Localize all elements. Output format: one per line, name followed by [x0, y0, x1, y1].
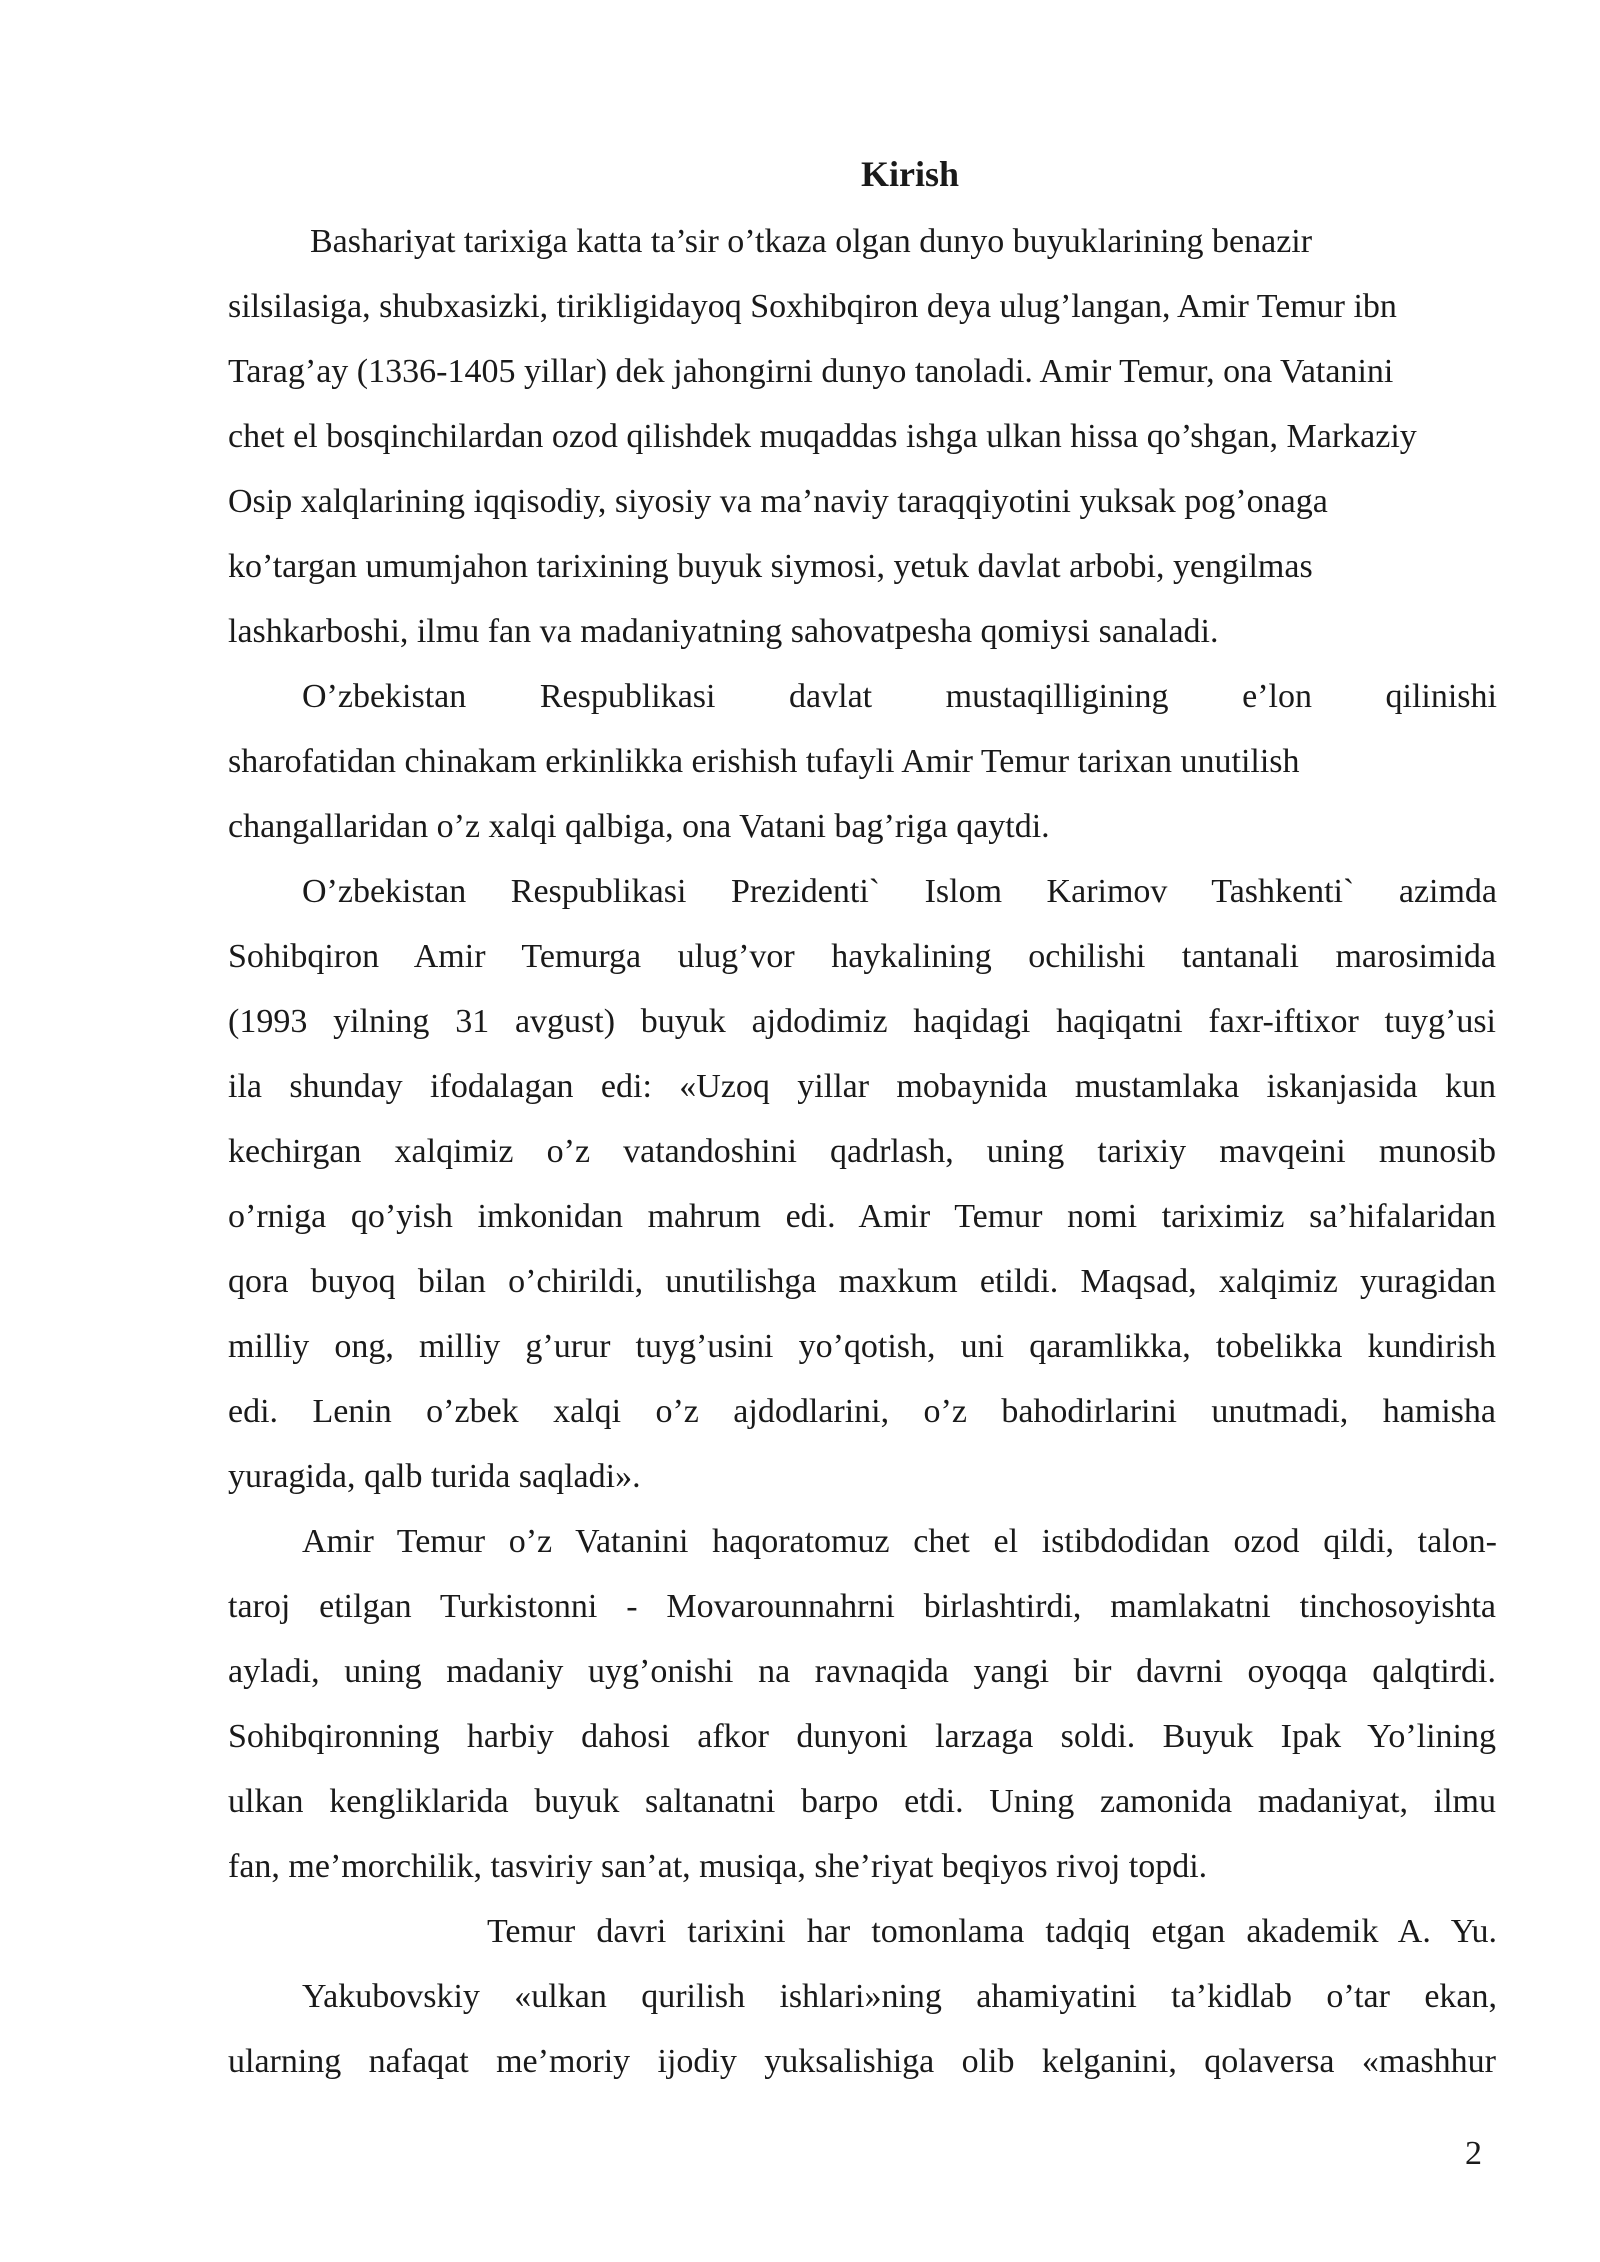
text-line: ulkan kengliklarida buyuk saltanatni barpo etdi. Uning zamonida madaniyat, ilmu [228, 1783, 1496, 1820]
text-line: sharofatidan chinakam erkinlikka erishish tufayli Amir Temur tarixan unutilish [228, 743, 1300, 780]
text-line: Amir Temur o’z Vatanini haqoratomuz chet el istibdodidan ozod qildi, talon- [302, 1523, 1497, 1560]
text-line: Sohibqiron Amir Temurga ulug’vor haykalining ochilishi tantanali marosimida [228, 938, 1496, 975]
text-line: (1993 yilning 31 avgust) buyuk ajdodimiz haqidagi haqiqatni faxr-iftixor tuyg’usi [228, 1003, 1496, 1040]
text-line: o’rniga qo’yish imkonidan mahrum edi. Amir Temur nomi tariximiz sa’hifalaridan [228, 1198, 1496, 1235]
text-line: Sohibqironning harbiy dahosi afkor dunyoni larzaga soldi. Buyuk Ipak Yo’lining [228, 1718, 1496, 1755]
text-line: kechirgan xalqimiz o’z vatandoshini qadrlash, uning tarixiy mavqeini munosib [228, 1133, 1496, 1170]
text-line: fan, me’morchilik, tasviriy san’at, musiqa, she’riyat beqiyos rivoj topdi. [228, 1848, 1208, 1885]
text-line: Tarag’ay (1336-1405 yillar) dek jahongirni dunyo tanoladi. Amir Temur, ona Vatanini [228, 353, 1394, 390]
text-line: ayladi, uning madaniy uyg’onishi na ravnaqida yangi bir davrni oyoqqa qalqtirdi. [228, 1653, 1496, 1690]
text-line: taroj etilgan Turkistonni - Movarounnahrni birlashtirdi, mamlakatni tinchosoyishta [228, 1588, 1496, 1625]
text-line: ko’targan umumjahon tarixining buyuk siymosi, yetuk davlat arbobi, yengilmas [228, 548, 1313, 585]
text-line: ila shunday ifodalagan edi: «Uzoq yillar mobaynida mustamlaka iskanjasida kun [228, 1068, 1496, 1105]
text-line: changallaridan o’z xalqi qalbiga, ona Vatani bag’riga qaytdi. [228, 808, 1050, 845]
page-title: Kirish [860, 154, 959, 194]
page-number: 2 [1465, 2135, 1482, 2172]
text-line: Osip xalqlarining iqqisodiy, siyosiy va ma’naviy taraqqiyotini yuksak pog’onaga [228, 483, 1328, 520]
text-line: Bashariyat tarixiga katta ta’sir o’tkaza olgan dunyo buyuklarining benazir [310, 223, 1313, 260]
text-line: qora buyoq bilan o’chirildi, unutilishga maxkum etildi. Maqsad, xalqimiz yuragidan [228, 1263, 1496, 1300]
text-line: O’zbekistan Respublikasi davlat mustaqilligining e’lon qilinishi [302, 678, 1497, 715]
text-line: Yakubovskiy «ulkan qurilish ishlari»ning ahamiyatini ta’kidlab o’tar ekan, [302, 1978, 1497, 2015]
text-line: Temur davri tarixini har tomonlama tadqiq etgan akademik A. Yu. [487, 1913, 1497, 1950]
text-line: edi. Lenin o’zbek xalqi o’z ajdodlarini, o’z bahodirlarini unutmadi, hamisha [228, 1393, 1496, 1430]
text-line: chet el bosqinchilardan ozod qilishdek muqaddas ishga ulkan hissa qo’shgan, Markaziy [228, 418, 1417, 455]
text-line: O’zbekistan Respublikasi Prezidenti` Islom Karimov Tashkenti` azimda [302, 873, 1497, 910]
text-line: yuragida, qalb turida saqladi». [228, 1458, 641, 1495]
text-line: milliy ong, milliy g’urur tuyg’usini yo’qotish, uni qaramlikka, tobelikka kundirish [228, 1328, 1496, 1365]
text-line: silsilasiga, shubxasizki, tirikligidayoq Soxhibqiron deya ulug’langan, Amir Temur ibn [228, 288, 1397, 325]
text-line: lashkarboshi, ilmu fan va madaniyatning sahovatpesha qomiysi sanaladi. [228, 613, 1219, 650]
text-line: ularning nafaqat me’moriy ijodiy yuksalishiga olib kelganini, qolaversa «mashhur [228, 2043, 1496, 2080]
